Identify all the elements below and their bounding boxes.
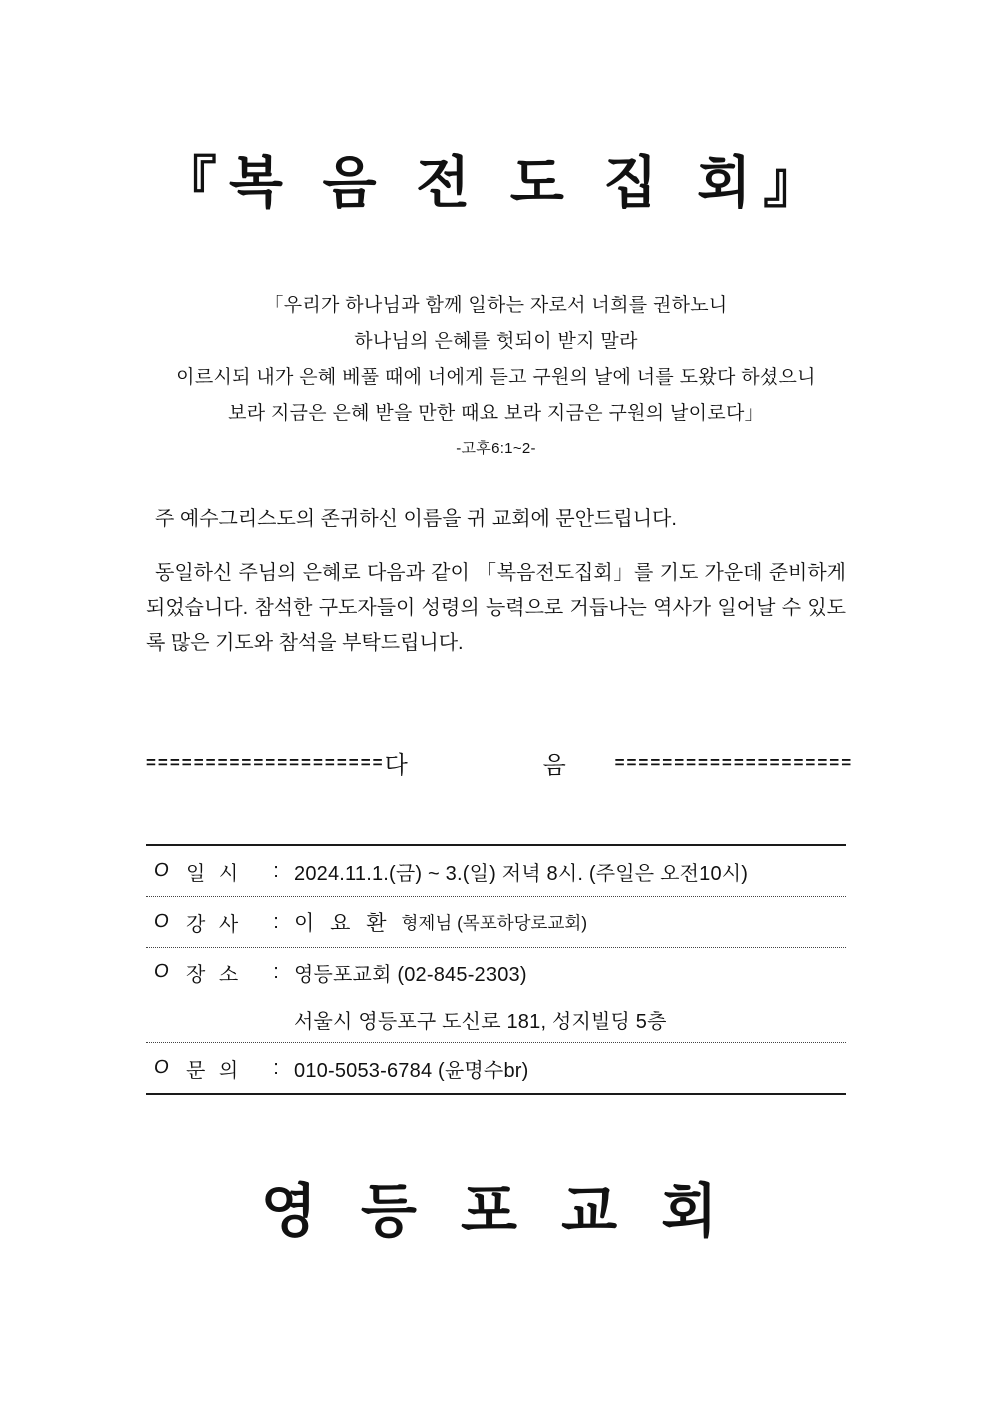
detail-value-place: 영등포교회 (02-845-2303) xyxy=(294,963,527,986)
speaker-affiliation: 형제님 (목포하당로교회) xyxy=(401,912,588,933)
scripture-line: 「우리가 하나님과 함께 일하는 자로서 너희를 권하노니 xyxy=(264,295,728,316)
detail-colon: : xyxy=(273,1056,279,1079)
scripture-reference: -고후6:1~2- xyxy=(456,440,536,457)
circle-bullet-icon: O xyxy=(152,860,170,881)
detail-label: 일 시 xyxy=(186,862,243,885)
detail-row-contact xyxy=(146,1043,846,1093)
detail-label: 강 사 xyxy=(186,913,243,936)
detail-row-speaker xyxy=(146,897,846,947)
scripture-line: 하나님의 은혜를 헛되이 받지 말라 xyxy=(354,331,638,352)
divider-equals-left: ==================== xyxy=(146,752,385,772)
detail-row-place xyxy=(146,948,846,1042)
greeting-paragraph: 주 예수그리스도의 존귀하신 이름을 귀 교회에 문안드립니다. xyxy=(155,508,677,530)
divider-center xyxy=(385,745,615,780)
scripture-line: 이르시되 내가 은혜 베풀 때에 너에게 듣고 구원의 날에 너를 도왔다 하셨으니 xyxy=(176,367,816,388)
divider-label-da: 다 xyxy=(384,752,408,779)
detail-value-datetime: 2024.11.1.(금) ~ 3.(일) 저녁 8시. (주일은 오전10시) xyxy=(294,862,749,885)
detail-colon: : xyxy=(273,960,279,983)
divider-equals-right: ==================== xyxy=(614,752,854,772)
section-divider xyxy=(146,745,854,780)
circle-bullet-icon: O xyxy=(152,911,170,932)
detail-label: 문 의 xyxy=(186,1059,243,1082)
circle-bullet-icon: O xyxy=(152,961,170,982)
greeting-section xyxy=(146,502,846,661)
scripture-quote xyxy=(146,288,846,464)
detail-value-address: 서울시 영등포구 도신로 181, 성지빌딩 5층 xyxy=(294,1010,667,1033)
circle-bullet-icon: O xyxy=(152,1057,170,1078)
speaker-name: 이 요 환 xyxy=(294,912,392,935)
divider-label-eum: 음 xyxy=(542,752,566,779)
invitation-paragraph: 동일하신 주님의 은혜로 다음과 같이 「복음전도집회」를 기도 가운데 준비하게 되었습니다. 참석한 구도자들이 성령의 능력으로 거듭나는 역사가 일어날 수 있도록 많은 기도와 참석을 부탁드립니다. xyxy=(146,562,846,654)
page-title: 『복 음 전 도 집 회』 xyxy=(160,151,832,214)
detail-row-place-main xyxy=(146,948,846,996)
detail-colon: : xyxy=(273,859,279,882)
detail-label: 장 소 xyxy=(186,963,243,986)
church-name: 영 등 포 교 회 xyxy=(260,1179,732,1244)
detail-colon: : xyxy=(273,910,279,933)
scripture-line: 보라 지금은 은혜 받을 만한 때요 보라 지금은 구원의 날이로다」 xyxy=(228,403,764,424)
details-table xyxy=(146,844,846,1095)
detail-row-datetime xyxy=(146,846,846,896)
detail-value-contact: 010-5053-6784 (윤명수br) xyxy=(294,1059,529,1082)
